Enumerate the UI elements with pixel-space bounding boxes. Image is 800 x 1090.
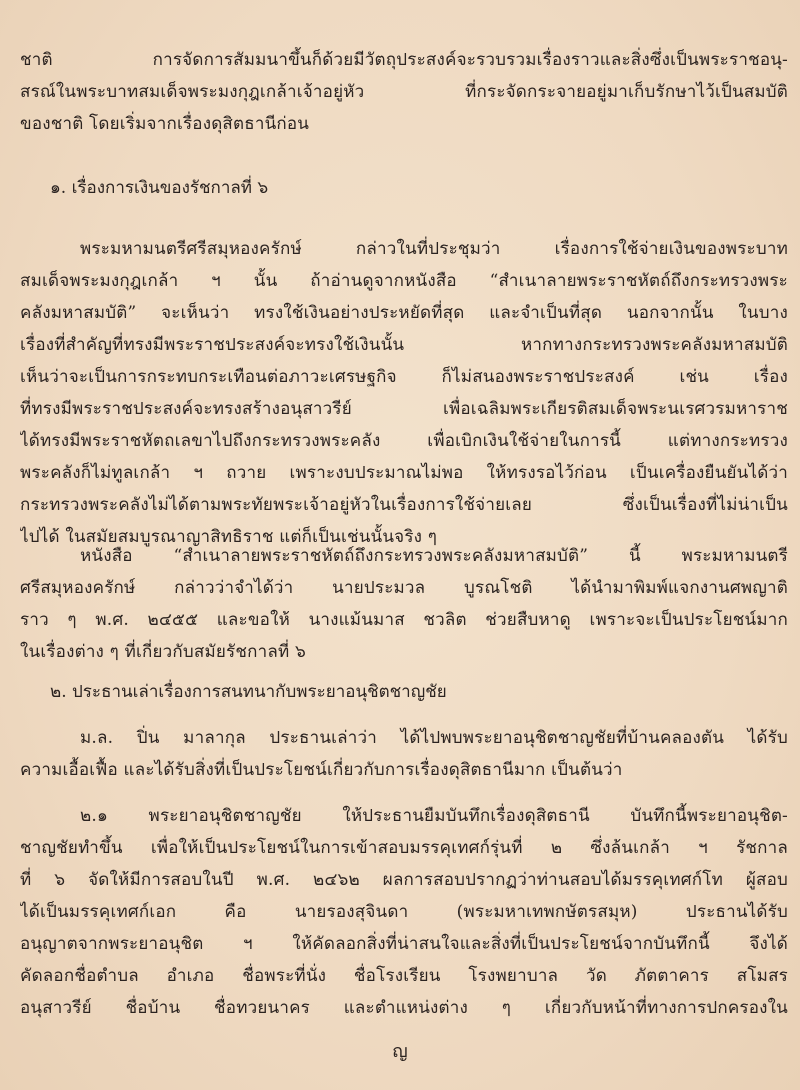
- text-line: ราว ๆ พ.ศ. ๒๔๕๕ และขอให้ นางแม้นมาส ชวลิต ช่วยสืบหาดู เพราะจะเป็นประโยชน์มาก: [20, 610, 788, 630]
- text-line: ชาญชัยทำขึ้น เพื่อให้เป็นประโยชน์ในการเข้าสอบมรรคุเทศก์รุ่นที่ ๒ ซึ่งล้นเกล้า ฯ รัชกาล: [20, 838, 788, 858]
- text-line: เรื่องที่สำคัญที่ทรงมีพระราชประสงค์จะทรงใช้เงินนั้น หากทางกระทรวงพระคลังมหาสมบัติ: [20, 335, 788, 355]
- section-2-heading: ๒. ประธานเล่าเรื่องการสนทนากับพระยาอนุชิตชาญชัย: [50, 682, 447, 702]
- section-2-paragraph-1: [20, 722, 788, 786]
- text-line: คัดลอกชื่อตำบล อำเภอ ชื่อพระที่นั่ง ชื่อโรงเรียน โรงพยาบาล วัด ภัตตาคาร สโมสร: [20, 966, 788, 986]
- text-line: สรณ์ในพระบาทสมเด็จพระมงกุฎเกล้าเจ้าอยู่หัว ที่กระจัดกระจายอยู่มาเก็บรักษาไว้เป็นสมบัติ: [20, 82, 788, 102]
- text-line: พระคลังก็ไม่ทูลเกล้า ฯ ถวาย เพราะงบประมาณไม่พอ ให้ทรงรอไว้ก่อน เป็นเครื่องยืนยันได้ว่า: [20, 463, 788, 483]
- text-line: ม.ล. ปิ่น มาลากุล ประธานเล่าว่า ได้ไปพบพระยาอนุชิตชาญชัยที่บ้านคลองตัน ได้รับ: [80, 728, 788, 748]
- text-line: คลังมหาสมบัติ” จะเห็นว่า ทรงใช้เงินอย่างประหยัดที่สุด และจำเป็นที่สุด นอกจากนั้น ในบาง: [20, 303, 788, 323]
- text-line: อนุญาตจากพระยาอนุชิต ฯ ให้คัดลอกสิ่งที่น่าสนใจและสิ่งที่เป็นประโยชน์จากบันทึกนี้ จึงได้: [20, 934, 788, 954]
- text-line: ของชาติ โดยเริ่มจากเรื่องดุสิตธานีก่อน: [20, 114, 310, 134]
- text-line: ความเอื้อเฟื้อ และได้รับสิ่งที่เป็นประโยชน์เกี่ยวกับการเรื่องดุสิตธานีมาก เป็นต้นว่า: [20, 760, 623, 780]
- page-number: ญ: [392, 1041, 408, 1062]
- intro-paragraph: [20, 44, 788, 140]
- text-line: กระทรวงพระคลังไม่ได้ตามพระทัยพระเจ้าอยู่หัวในเรื่องการใช้จ่ายเลย ซึ่งเป็นเรื่องที่ไม่น่าเป็น: [20, 495, 788, 515]
- text-line: ๒.๑ พระยาอนุชิตชาญชัย ให้ประธานยืมบันทึกเรื่องดุสิตธานี บันทึกนี้พระยาอนุชิต-: [80, 806, 788, 826]
- text-line: พระมหามนตรีศรีสมุหองครักษ์ กล่าวในที่ประชุมว่า เรื่องการใช้จ่ายเงินของพระบาท: [80, 239, 788, 259]
- text-line: สมเด็จพระมงกุฎเกล้า ฯ นั้น ถ้าอ่านดูจากหนังสือ “สำเนาลายพระราชหัตถ์ถึงกระทรวงพระ: [20, 271, 788, 291]
- text-line: ได้ทรงมีพระราชหัตถเลขาไปถึงกระทรวงพระคลัง เพื่อเบิกเงินใช้จ่ายในการนี้ แต่ทางกระทรวง: [20, 431, 788, 451]
- text-line: หนังสือ “สำเนาลายพระราชหัตถ์ถึงกระทรวงพระคลังมหาสมบัติ” นี้ พระมหามนตรี: [80, 546, 788, 566]
- section-1-heading: ๑. เรื่องการเงินของรัชกาลที่ ๖: [50, 178, 269, 198]
- text-line: ได้เป็นมรรคุเทศก์เอก คือ นายรองสุจินดา (พระมหาเทพกษัตรสมุห) ประธานได้รับ: [20, 902, 788, 922]
- text-line: ในเรื่องต่าง ๆ ที่เกี่ยวกับสมัยรัชกาลที่ ๖: [20, 642, 306, 662]
- text-line: อนุสาวรีย์ ชื่อบ้าน ชื่อทวยนาคร และตำแหน่งต่าง ๆ เกี่ยวกับหน้าที่ทางการปกครองใน: [20, 998, 788, 1018]
- text-line: ที่ทรงมีพระราชประสงค์จะทรงสร้างอนุสาวรีย์ เพื่อเฉลิมพระเกียรติสมเด็จพระนเรศวรมหาราช: [20, 399, 788, 419]
- text-line: ศรีสมุหองครักษ์ กล่าวว่าจำได้ว่า นายประมวล บูรณโชติ ได้นำมาพิมพ์แจกงานศพญาติ: [20, 578, 788, 598]
- text-line: เห็นว่าจะเป็นการกระทบกระเทือนต่อภาวะเศรษฐกิจ ก็ไม่สนองพระราชประสงค์ เช่น เรื่อง: [20, 367, 788, 387]
- text-line: ไปได้ ในสมัยสมบูรณาญาสิทธิราช แต่ก็เป็นเช่นนั้นจริง ๆ: [20, 527, 438, 547]
- section-1-paragraph-2: [20, 540, 788, 668]
- text-line: ที่ ๖ จัดให้มีการสอบในปี พ.ศ. ๒๔๖๒ ผลการสอบปรากฏว่าท่านสอบได้มรรคุเทศก์โท ผู้สอบ: [20, 870, 788, 890]
- text-line: ชาติ การจัดการสัมมนาขึ้นก็ด้วยมีวัตถุประสงค์จะรวบรวมเรื่องราวและสิ่งซึ่งเป็นพระราชอนุ-: [20, 50, 788, 70]
- section-2-paragraph-2: [20, 800, 788, 1024]
- section-1-paragraph-1: [20, 233, 788, 553]
